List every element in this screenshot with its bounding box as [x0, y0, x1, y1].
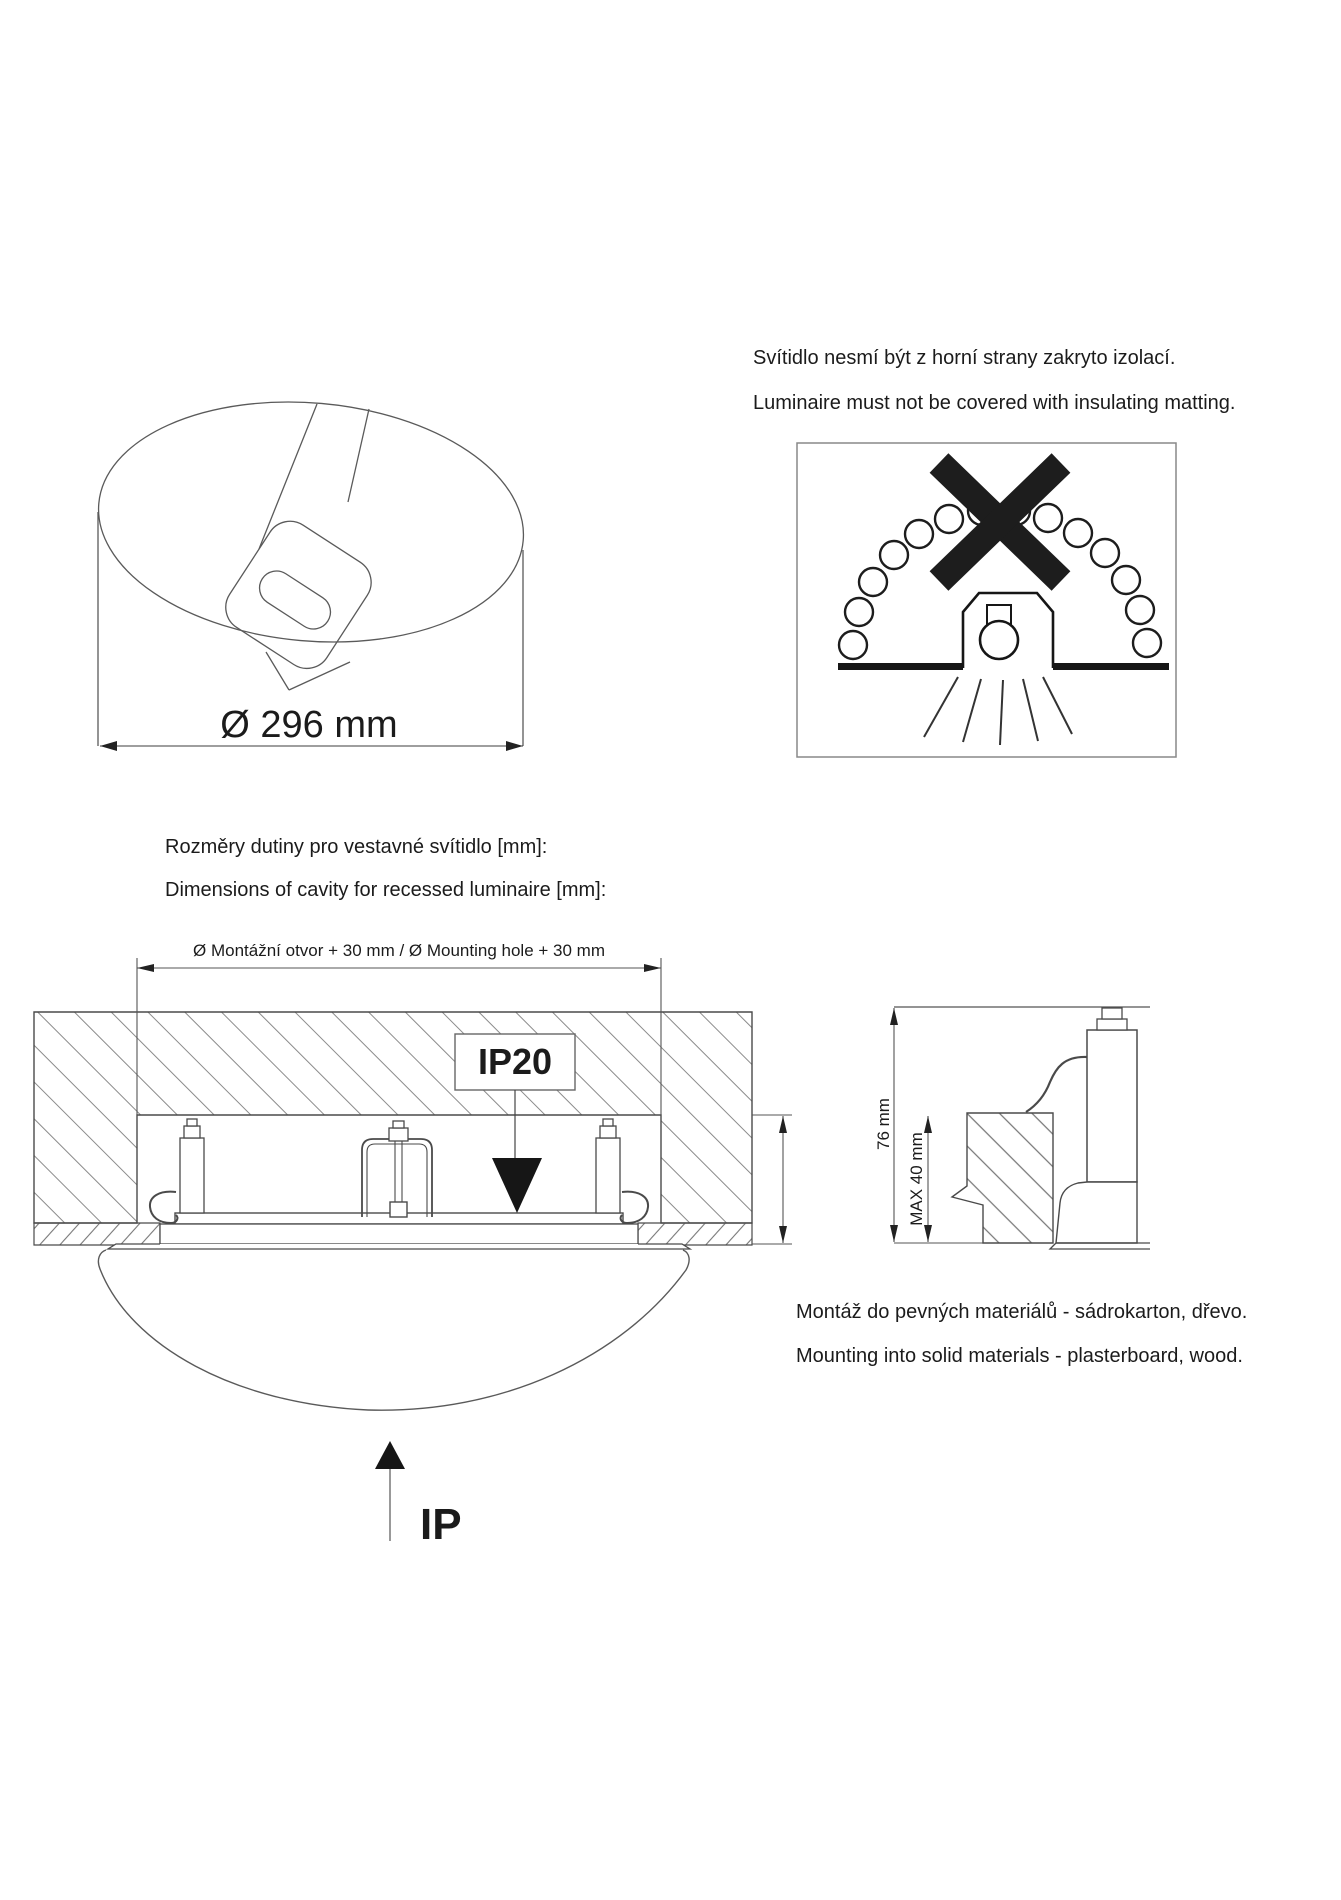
cavity-cross-section-drawing	[34, 958, 792, 1541]
diameter-label: Ø 296 mm	[220, 704, 398, 746]
clip-spring	[1026, 1057, 1087, 1112]
trim-ring-ellipse	[88, 385, 533, 659]
ip20-rating-label: IP20	[477, 1041, 553, 1082]
mounting-note-cs: Montáž do pevných materiálů - sádrokarton, dřevo.	[796, 1301, 1248, 1323]
mounting-note-en: Mounting into solid materials - plasterboard, wood.	[796, 1345, 1243, 1367]
cavity-heading-en: Dimensions of cavity for recessed luminaire [mm]:	[165, 879, 607, 901]
luminaire-top-view-drawing	[88, 385, 533, 751]
total-height-label: 76 mm	[874, 1098, 893, 1150]
clip-spring-left	[150, 1192, 177, 1223]
min-depth-dimension	[752, 1115, 792, 1244]
clip-spring-right	[621, 1192, 648, 1223]
max-board-thickness-label: MAX 40 mm	[907, 1132, 926, 1226]
mounting-strap	[217, 404, 381, 690]
luminaire-housing	[108, 1119, 690, 1249]
ceiling-board-right	[638, 1223, 752, 1245]
insulation-note-cs: Svítidlo nesmí být z horní strany zakryto izolací.	[753, 347, 1176, 369]
board-section	[952, 1113, 1053, 1243]
ip-up-arrow	[375, 1441, 405, 1541]
down-arrow	[492, 1158, 542, 1213]
cavity-heading-cs: Rozměry dutiny pro vestavné svítidlo [mm]:	[165, 836, 548, 858]
dome-diffuser	[98, 1250, 689, 1410]
mounting-hole-dimension-label: Ø Montážní otvor + 30 mm / Ø Mounting hole + 30 mm	[193, 941, 605, 960]
ceiling-board-left	[34, 1223, 160, 1245]
side-mount-detail-drawing	[890, 1007, 1150, 1249]
wall-hatch	[34, 1012, 752, 1223]
insulation-note-en: Luminaire must not be covered with insulating matting.	[753, 392, 1236, 414]
no-insulation-pictogram	[797, 443, 1176, 757]
ip-arrow-label: IP	[420, 1500, 462, 1549]
